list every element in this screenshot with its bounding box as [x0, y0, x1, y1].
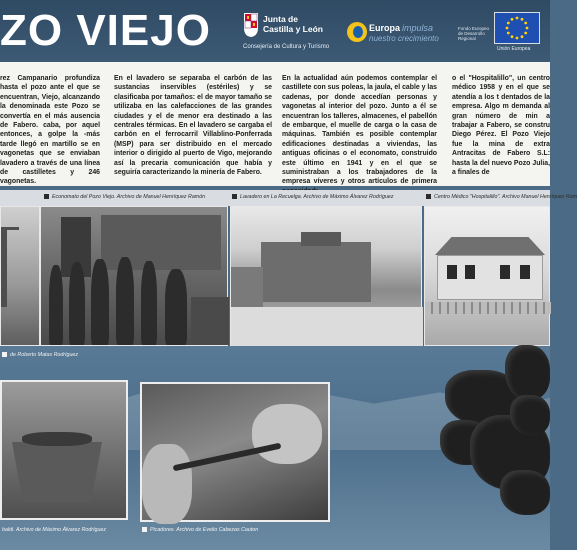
coal-lump: [500, 470, 550, 515]
text-panel: [0, 62, 550, 186]
headframe-tower: [1, 227, 7, 307]
page-title: ZO VIEJO: [0, 6, 211, 55]
jcyl-line2: Castilla y León: [263, 24, 323, 34]
caption-picadores: [142, 527, 258, 533]
caption-bullet: [232, 194, 237, 199]
caption-bullet: [426, 194, 431, 199]
caption-economato: [44, 194, 205, 200]
lavadero-building: [261, 242, 371, 302]
photo-hospitalillo: [424, 206, 550, 346]
jcyl-name: [263, 14, 323, 34]
headframe-beam: [7, 227, 19, 230]
eu-stars: [495, 13, 539, 43]
eu-label: Unión Europea: [497, 46, 531, 52]
jcyl-line1: Junta de: [263, 14, 298, 24]
figure: [91, 259, 109, 345]
hospital-fence: [425, 302, 551, 314]
caption-cart: [2, 527, 106, 533]
figure: [165, 269, 187, 345]
counter: [191, 297, 229, 345]
photo-cart: [0, 380, 128, 520]
caption-economato-text: Economato del Pozo Viejo. Archivo de Manuel Henríquez Ramón: [52, 194, 206, 200]
europa-subtitle: nuestro crecimiento: [369, 34, 439, 43]
feder-text: Fondo Europeo de Desarrollo Regional: [458, 26, 490, 41]
snow-ground: [231, 307, 423, 347]
caption-lavadero: [232, 194, 394, 200]
caption-hospitalillo-text: Centro Médico "Hospitalillo". Archivo Manuel Henríquez Ram: [434, 194, 577, 200]
caption-bullet: [2, 352, 7, 357]
hospital-roof: [435, 237, 545, 255]
text-column-1: rez Campanario profundiza hasta el pozo ante el que se encuentran, Viejo, alcanzando la denominada este Pozo se convertía en el más ausencia de Fabero. caba, por aquel entonces, a golpe la -más tarde llegó en martillo se en vagonetas que se enviaban lavadero a través de una línea de castilletes y 246 vagonetas.: [0, 75, 100, 186]
window: [500, 265, 510, 279]
europa-logo: [347, 22, 447, 48]
caption-headframe-text: de Roberto Matas Rodríguez: [10, 352, 79, 358]
caption-hospitalillo: [426, 194, 577, 200]
photo-economato: [40, 206, 228, 346]
caption-cart-text: baldi. Archivo de Máximo Álvarez Rodríguez: [2, 527, 107, 533]
window: [465, 265, 475, 279]
caption-bullet: [44, 194, 49, 199]
eu-flag-icon: [494, 12, 540, 44]
caption-strip: [0, 190, 577, 206]
miner-figure: [142, 444, 192, 524]
mine-cart: [12, 442, 102, 502]
jcyl-logo: [243, 12, 343, 52]
photo-headframe: [0, 206, 40, 346]
coal-lump: [510, 395, 550, 435]
figure: [141, 261, 157, 345]
castilla-leon-shield-icon: [243, 12, 259, 38]
caption-headframe: [2, 352, 78, 358]
text-column-3: En la actualidad aún podemos contemplar el castillete con sus poleas, la jaula, el cable y las cadenas, por donde accedían personas y vagonetas al interior del pozo. Junto a él se encuentran los talleres, almacenes, el pabellón de embarque, el muelle de carga o la casa de máquinas. También es posible contemplar edificaciones destinadas a viviendas, las antiguas oficinas o el economato, construido este último en 1941 y en el que se suministraban a los trabajadores de la empresa víveres y otros artículos de primera: [282, 75, 437, 186]
coal-load: [22, 432, 92, 446]
photo-picadores: [140, 382, 330, 522]
side-building: [231, 267, 263, 307]
caption-picadores-text: Picadores. Archivo de Evelio Cabezas Cauton: [150, 527, 259, 533]
jcyl-subtitle: Consejería de Cultura y Turismo: [243, 44, 330, 50]
coal-lump: [505, 345, 550, 400]
window: [447, 265, 457, 279]
window: [520, 265, 530, 279]
photo-lavadero: [230, 206, 422, 346]
figure: [49, 265, 63, 345]
europa-wordmark: [369, 23, 433, 33]
text-column-2: En el lavadero se separaba el carbón de las sustancias inservibles (estériles) y se clasificaba por tamaños: el de mayor tamaño se utilizaba en las calefacciones de las grandes ciudades y el de menor era destinado a las centrales térmicas. En el lavadero se cargaba el carbón en el ferrocarril Villablino-Ponferrada (MSP) para ser distribuido en el mercado interior o dirigido al puerto de Vigo, mejorando así la precaria comunicación que había y seguiría caracterizando la minería de Fabero.: [114, 75, 272, 177]
europa-logo-icon: [347, 22, 367, 42]
europa-word: Europa: [369, 23, 401, 33]
caption-bullet: [142, 527, 147, 532]
caption-lavadero-text: Lavadero en La Recuelga. Archivo de Máximo Álvarez Rodríguez: [240, 194, 394, 200]
text-column-4: o el "Hospitalillo", un centro médico 1958 y en el que se atendía a los t dentados de la empresa. Algo m demanda al gran número de min a trabajar a Fabero, se constru Diego Pérez. El Pozo Viejo fue la mina de extra Antracitas de Fabero S.L: hasta la del nuevo Pozo Julia, a finales de: [452, 75, 550, 177]
lavadero-roof: [301, 232, 341, 246]
miner-figure: [252, 404, 322, 464]
figure: [116, 257, 134, 345]
header-banner: [0, 0, 550, 62]
europa-impulsa: impulsa: [402, 23, 434, 33]
figure: [69, 262, 85, 345]
